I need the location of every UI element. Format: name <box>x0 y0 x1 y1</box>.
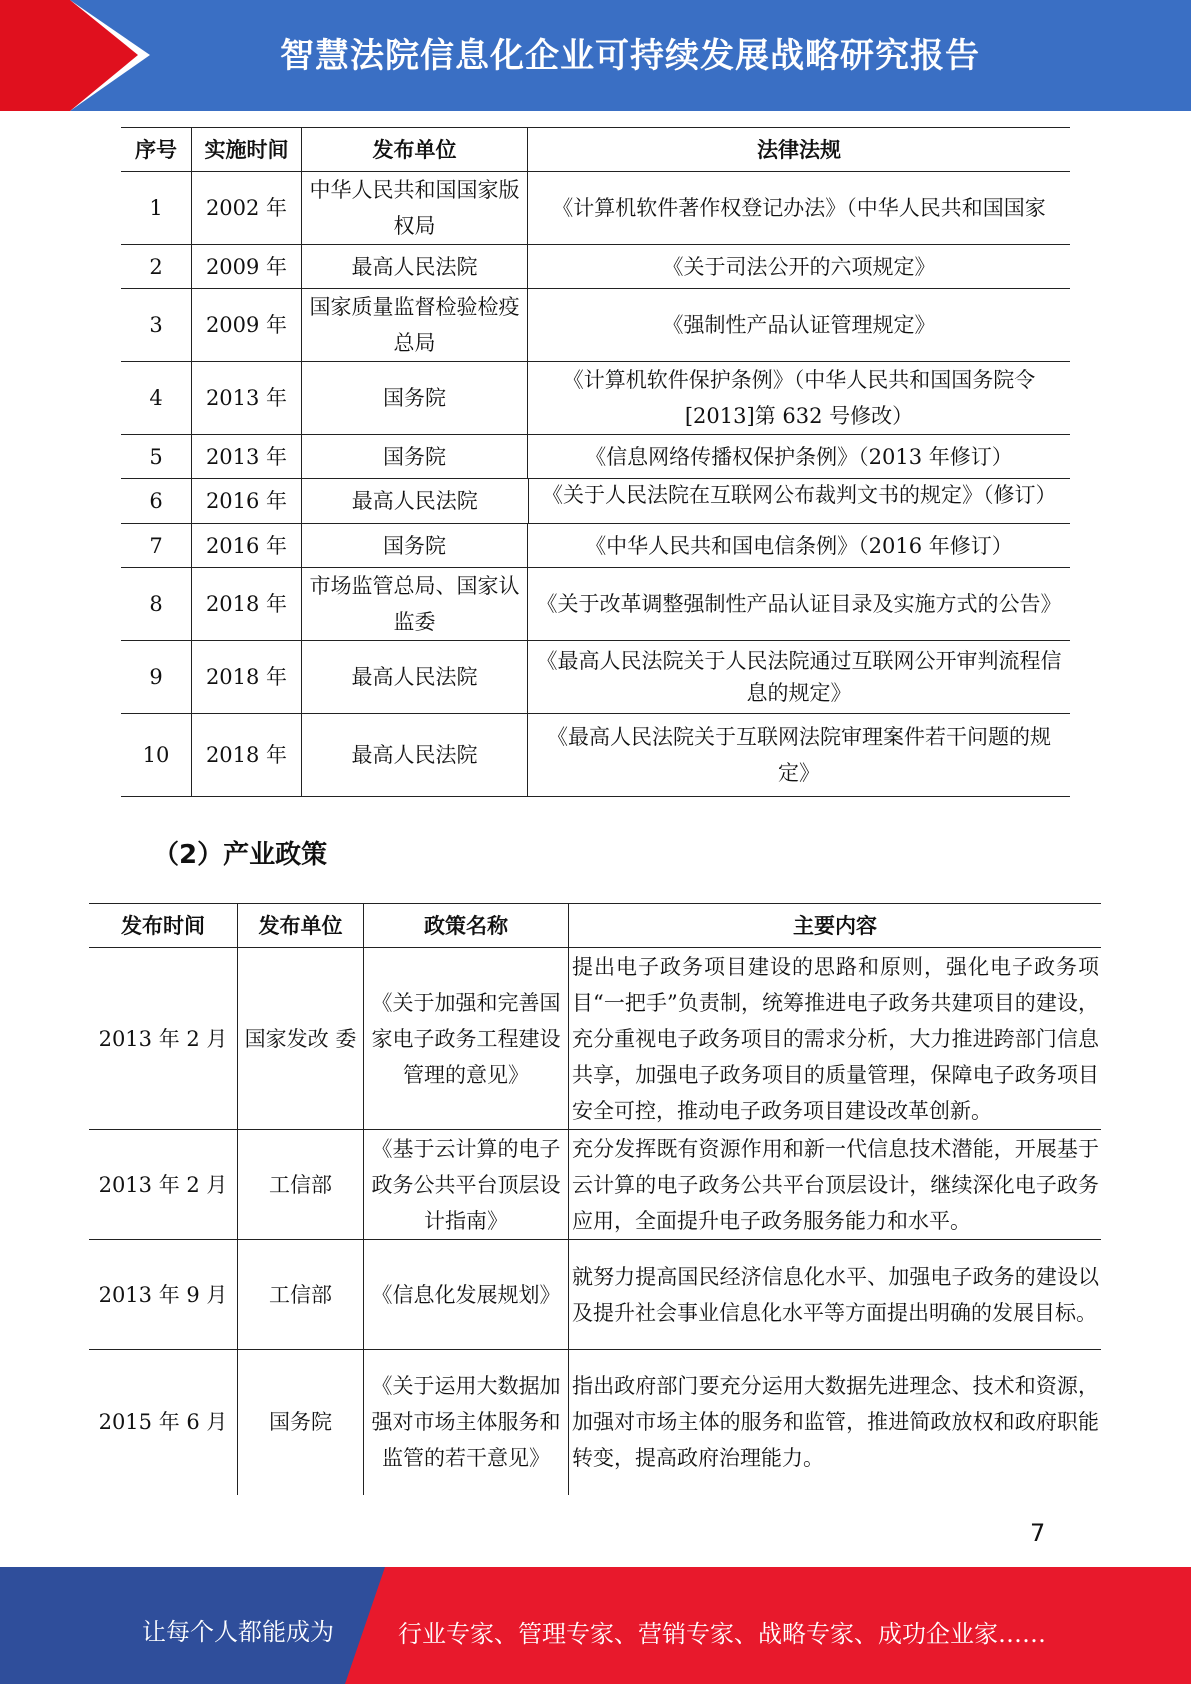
cell-index: 9 <box>149 665 163 689</box>
col-header-issuer: 发布单位 <box>238 904 364 948</box>
table-row <box>121 641 1070 714</box>
cell-index: 6 <box>149 489 163 513</box>
cell-index: 7 <box>149 533 163 558</box>
cell-date: 2013 年 2 月 <box>98 1026 228 1051</box>
col-header-content: 主要内容 <box>569 904 1102 948</box>
cell-regulation: 《计算机软件著作权登记办法》（中华人民共和国国家 <box>528 172 1071 245</box>
cell-index: 10 <box>142 743 170 767</box>
cell-regulation: 《信息网络传播权保护条例》（2013 年修订） <box>528 435 1071 479</box>
cell-content: 提出电子政务项目建设的思路和原则，强化电子政务项目“一把手”负责制，统筹推进电子政务共建项目的建设，充分重视电子政务项目的需求分析，大力推进跨部门信息共享，加强电子政务项目的质量管理，保障电子政务项目安全可控，推动电子政务项目建设改革创新。 <box>569 948 1102 1130</box>
cell-policy: 《关于加强和完善国家电子政务工程建设管理的意见》 <box>364 948 569 1130</box>
cell-date: 2015 年 6 月 <box>98 1410 228 1435</box>
header-arrow-icon <box>70 0 138 111</box>
table-row <box>121 524 1070 568</box>
cell-issuer: 国务院 <box>302 435 528 479</box>
table-header-row <box>121 128 1070 172</box>
cell-index: 2 <box>149 254 163 279</box>
col-header-index: 序号 <box>135 137 177 162</box>
cell-policy: 《关于运用大数据加强对市场主体服务和监管的若干意见》 <box>364 1350 569 1495</box>
cell-index: 4 <box>149 386 163 410</box>
cell-date: 2013 年 <box>192 435 302 479</box>
cell-policy: 《基于云计算的电子政务公共平台顶层设计指南》 <box>364 1130 569 1240</box>
table-row <box>89 1130 1101 1240</box>
table-row <box>89 1240 1101 1350</box>
col-header-date: 发布时间 <box>121 913 205 938</box>
cell-content: 就努力提高国民经济信息化水平、加强电子政务的建设以及提升社会事业信息化水平等方面提出明确的发展目标。 <box>569 1240 1102 1350</box>
cell-index: 8 <box>149 592 163 616</box>
cell-regulation: 《中华人民共和国电信条例》（2016 年修订） <box>528 524 1071 568</box>
cell-issuer: 国务院 <box>302 524 528 568</box>
col-header-regulation: 法律法规 <box>528 128 1071 172</box>
cell-regulation: 《最高人民法院关于人民法院通过互联网公开审判流程信息的规定》 <box>528 641 1071 714</box>
section-heading: （2）产业政策 <box>153 840 328 870</box>
cell-regulation: 《计算机软件保护条例》（中华人民共和国国务院令[2013]第 632 号修改） <box>528 362 1071 435</box>
cell-issuer: 国家发改 委 <box>238 948 364 1130</box>
cell-date: 2002 年 <box>192 172 302 245</box>
cell-regulation: 《强制性产品认证管理规定》 <box>528 289 1071 362</box>
col-header-policy: 政策名称 <box>364 904 569 948</box>
cell-issuer: 最高人民法院 <box>302 641 528 714</box>
table-row <box>121 714 1070 797</box>
cell-index: 5 <box>149 444 163 469</box>
cell-regulation: 《关于司法公开的六项规定》 <box>528 245 1071 289</box>
cell-date: 2013 年 <box>192 362 302 435</box>
cell-date: 2013 年 9 月 <box>98 1282 228 1307</box>
col-header-date: 实施时间 <box>192 128 302 172</box>
cell-date: 2018 年 <box>192 641 302 714</box>
cell-regulation: 《关于人民法院在互联网公布裁判文书的规定》（修订） <box>528 479 1071 523</box>
cell-issuer: 国务院 <box>302 362 528 435</box>
header-red-block <box>0 0 70 111</box>
cell-issuer: 最高人民法院 <box>302 479 528 524</box>
table-row <box>121 435 1070 479</box>
cell-date: 2009 年 <box>192 289 302 362</box>
col-header-issuer: 发布单位 <box>302 128 528 172</box>
cell-issuer: 国务院 <box>238 1350 364 1495</box>
cell-date: 2018 年 <box>192 568 302 641</box>
cell-policy: 《信息化发展规划》 <box>364 1240 569 1350</box>
cell-date: 2013 年 2 月 <box>98 1172 228 1197</box>
cell-content: 指出政府部门要充分运用大数据先进理念、技术和资源，加强对市场主体的服务和监管，推进简政放权和政府职能转变，提高政府治理能力。 <box>569 1350 1102 1495</box>
table-row <box>121 289 1070 362</box>
table-row <box>121 172 1070 245</box>
report-title: 智慧法院信息化企业可持续发展战略研究报告 <box>280 36 980 76</box>
table-row <box>89 1350 1101 1495</box>
policy-table <box>89 903 1101 1495</box>
cell-issuer: 最高人民法院 <box>302 245 528 289</box>
cell-date: 2009 年 <box>192 245 302 289</box>
table-row <box>121 362 1070 435</box>
cell-issuer: 中华人民共和国国家版权局 <box>302 172 528 245</box>
table-row <box>89 948 1101 1130</box>
cell-date: 2016 年 <box>192 479 302 524</box>
table-row <box>121 245 1070 289</box>
page-number: 7 <box>1030 1519 1046 1547</box>
laws-table <box>121 127 1070 797</box>
cell-issuer: 工信部 <box>238 1130 364 1240</box>
table-header-row <box>89 904 1101 948</box>
cell-regulation: 《关于改革调整强制性产品认证目录及实施方式的公告》 <box>528 568 1071 641</box>
footer-slogan: 行业专家、管理专家、营销专家、战略专家、成功企业家…… <box>398 1620 1046 1648</box>
table-row <box>121 479 1070 524</box>
footer-slogan-lead: 让每个人都能成为 <box>142 1618 334 1646</box>
cell-issuer: 市场监管总局、国家认监委 <box>302 568 528 641</box>
cell-index: 3 <box>149 313 163 337</box>
cell-issuer: 最高人民法院 <box>302 714 528 797</box>
cell-index: 1 <box>149 196 163 220</box>
cell-date: 2016 年 <box>192 524 302 568</box>
cell-content: 充分发挥既有资源作用和新一代信息技术潜能，开展基于云计算的电子政务公共平台顶层设计，继续深化电子政务应用，全面提升电子政务服务能力和水平。 <box>569 1130 1102 1240</box>
cell-issuer: 工信部 <box>238 1240 364 1350</box>
cell-issuer: 国家质量监督检验检疫总局 <box>302 289 528 362</box>
cell-regulation: 《最高人民法院关于互联网法院审理案件若干问题的规定》 <box>528 714 1071 797</box>
table-row <box>121 568 1070 641</box>
cell-date: 2018 年 <box>192 714 302 797</box>
